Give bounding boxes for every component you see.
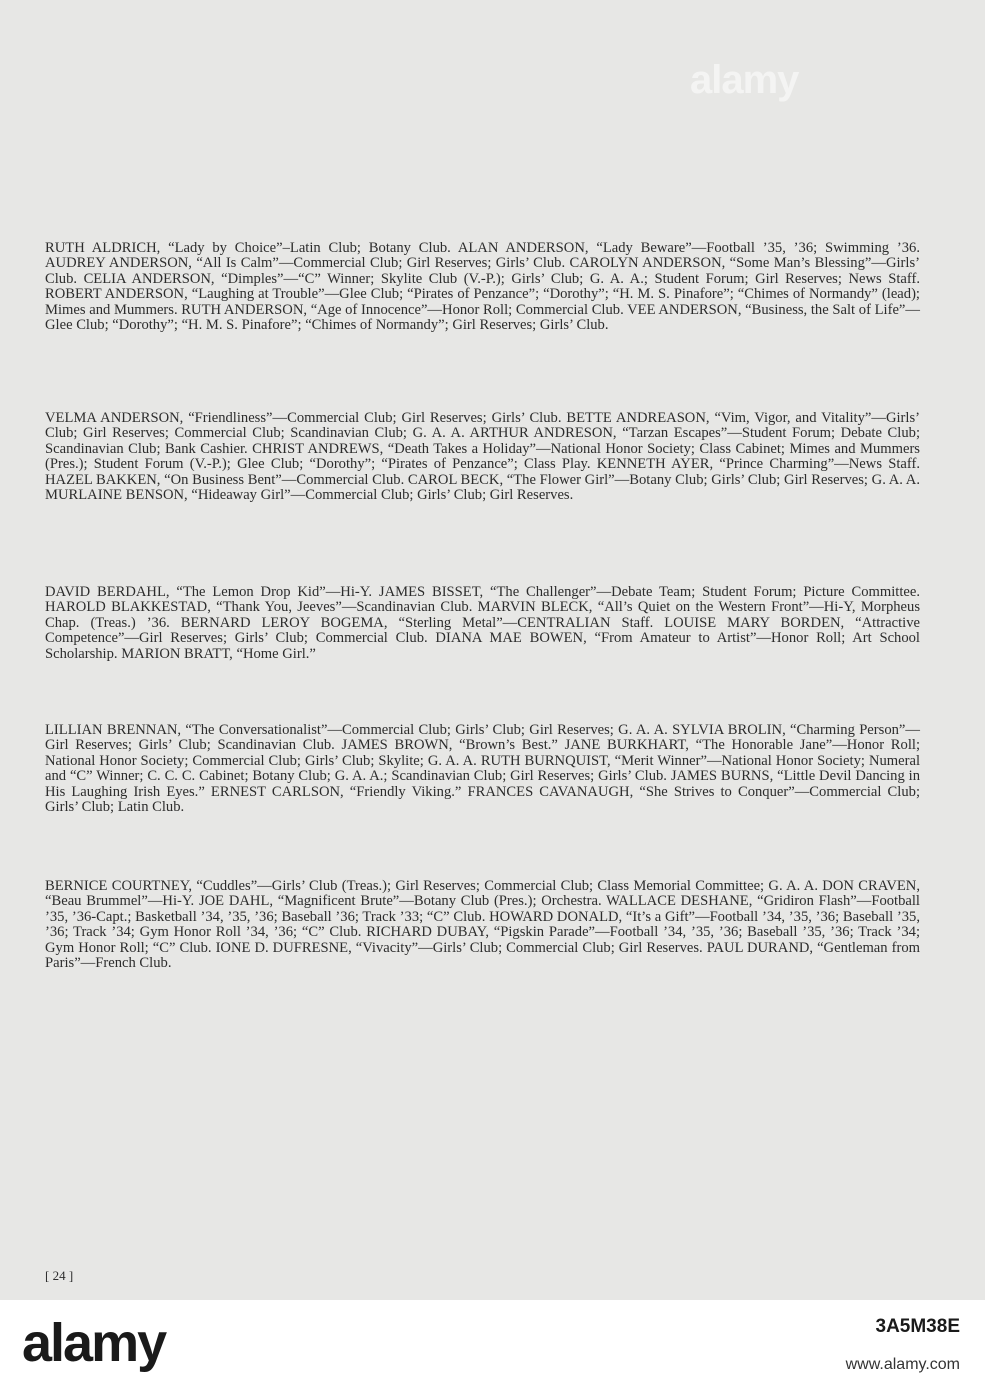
image-id: 3A5M38E: [875, 1316, 960, 1337]
student-entries-paragraph: DAVID BERDAHL, “The Lemon Drop Kid”—Hi-Y. JAMES BISSET, “The Challenger”—Debate Team; Student Forum; Picture Committee. HAROLD BLAKKESTAD, “Thank You, Jeeves”—Scandinavian Club. MARVIN BLECK, “All’s Quiet on the Western Front”—Hi-Y, Morpheus Chap. (Treas.) ’36. BERNARD LEROY BOGEMA, “Sterling Metal”—CENTRALIAN Staff. LOUISE MARY BORDEN, “Attractive Competence”—Girl Reserves; Girls’ Club; Commercial Club. DIANA MAE BOWEN, “From Amateur to Artist”—Honor Roll; Art School Scholarship. MARION BRATT, “Home Girl.”: [45, 584, 920, 662]
watermark: alamy: [690, 58, 799, 102]
student-entries-paragraph: VELMA ANDERSON, “Friendliness”—Commercial Club; Girl Reserves; Girls’ Club. BETTE ANDREASON, “Vim, Vigor, and Vitality”—Girls’ Club; Girl Reserves; Commercial Club; Scandinavian Club; G. A. A. ARTHUR ANDRESON, “Tarzan Escapes”—Student Forum; Debate Club; Scandinavian Club; Bank Cashier. CHRIST ANDREWS, “Death Takes a Holiday”—National Honor Society; Class Cabinet; Mimes and Mummers (Pres.); Student Forum (V.-P.); Glee Club; “Dorothy”; “Pirates of Penzance”; Class Play. KENNETH AYER, “Prince Charming”—News Staff. HAZEL BAKKEN, “On Business Bent”—Commercial Club. CAROL BECK, “The Flower Girl”—Botany Club; Girls’ Club; Girl Reserves; G. A. A. MURLAINE BENSON, “Hideaway Girl”—Commercial Club; Girls’ Club; Girl Reserves.: [45, 410, 920, 504]
student-entries-paragraph: RUTH ALDRICH, “Lady by Choice”–Latin Club; Botany Club. ALAN ANDERSON, “Lady Beware”—Football ’35, ’36; Swimming ’36. AUDREY ANDERSON, “All Is Calm”—Commercial Club; Girl Reserves; Girls’ Club. CAROLYN ANDERSON, “Some Man’s Blessing”—Girls’ Club. CELIA ANDERSON, “Dimples”—“C” Winner; Skylite Club (V.-P.); Girls’ Club; G. A. A.; Student Forum; Girl Reserves; News Staff. ROBERT ANDERSON, “Laughing at Trouble”—Glee Club; “Pirates of Penzance”; “Dorothy”; “H. M. S. Pinafore”; “Chimes of Normandy” (lead); Mimes and Mummers. RUTH ANDERSON, “Age of Innocence”—Honor Roll; Commercial Club. VEE ANDERSON, “Business, the Salt of Life”—Glee Club; “Dorothy”; “H. M. S. Pinafore”; “Chimes of Normandy”; Girl Reserves; Girls’ Club.: [45, 240, 920, 334]
site-url: www.alamy.com: [845, 1356, 960, 1373]
stock-footer: [0, 1300, 985, 1390]
student-entries-paragraph: LILLIAN BRENNAN, “The Conversationalist”—Commercial Club; Girls’ Club; Girl Reserves; G. A. A. SYLVIA BROLIN, “Charming Person”—Girl Reserves; Girls’ Club; Scandinavian Club. JAMES BROWN, “Brown’s Best.” JANE BURKHART, “The Honorable Jane”—Honor Roll; National Honor Society; Commercial Club; Girls’ Club; Skylite; G. A. A. RUTH BURNQUIST, “Merit Winner”—National Honor Society; Numeral and “C” Winner; C. C. C. Cabinet; Botany Club; G. A. A.; Scandinavian Club; Girl Reserves; Girls’ Club. JAMES BURNS, “Little Devil Dancing in His Laughing Irish Eyes.” ERNEST CARLSON, “Friendly Viking.” FRANCES CAVANAUGH, “She Strives to Conquer”—Commercial Club; Girls’ Club; Latin Club.: [45, 722, 920, 816]
page-number: [ 24 ]: [45, 1268, 74, 1283]
alamy-logo: alamy: [22, 1313, 166, 1373]
student-entries-paragraph: BERNICE COURTNEY, “Cuddles”—Girls’ Club (Treas.); Girl Reserves; Commercial Club; Class Memorial Committee; G. A. A. DON CRAVEN, “Beau Brummel”—Hi-Y. JOE DAHL, “Magnificent Brute”—Botany Club (Pres.); Orchestra. WALLACE DESHANE, “Gridiron Flash”—Football ’35, ’36-Capt.; Basketball ’34, ’35, ’36; Baseball ’36; Track ’33; “C” Club. HOWARD DONALD, “It’s a Gift”—Football ’34, ’35, ’36; Baseball ’35, ’36; Track ’34; Gym Honor Roll ’34, ’36; “C” Club. RICHARD DUBAY, “Pigskin Parade”—Football ’34, ’35, ’36; Baseball ’35, ’36; Track ’34; Gym Honor Roll; “C” Club. IONE D. DUFRESNE, “Vivacity”—Girls’ Club; Commercial Club; Girl Reserves. PAUL DURAND, “Gentleman from Paris”—French Club.: [45, 878, 920, 972]
